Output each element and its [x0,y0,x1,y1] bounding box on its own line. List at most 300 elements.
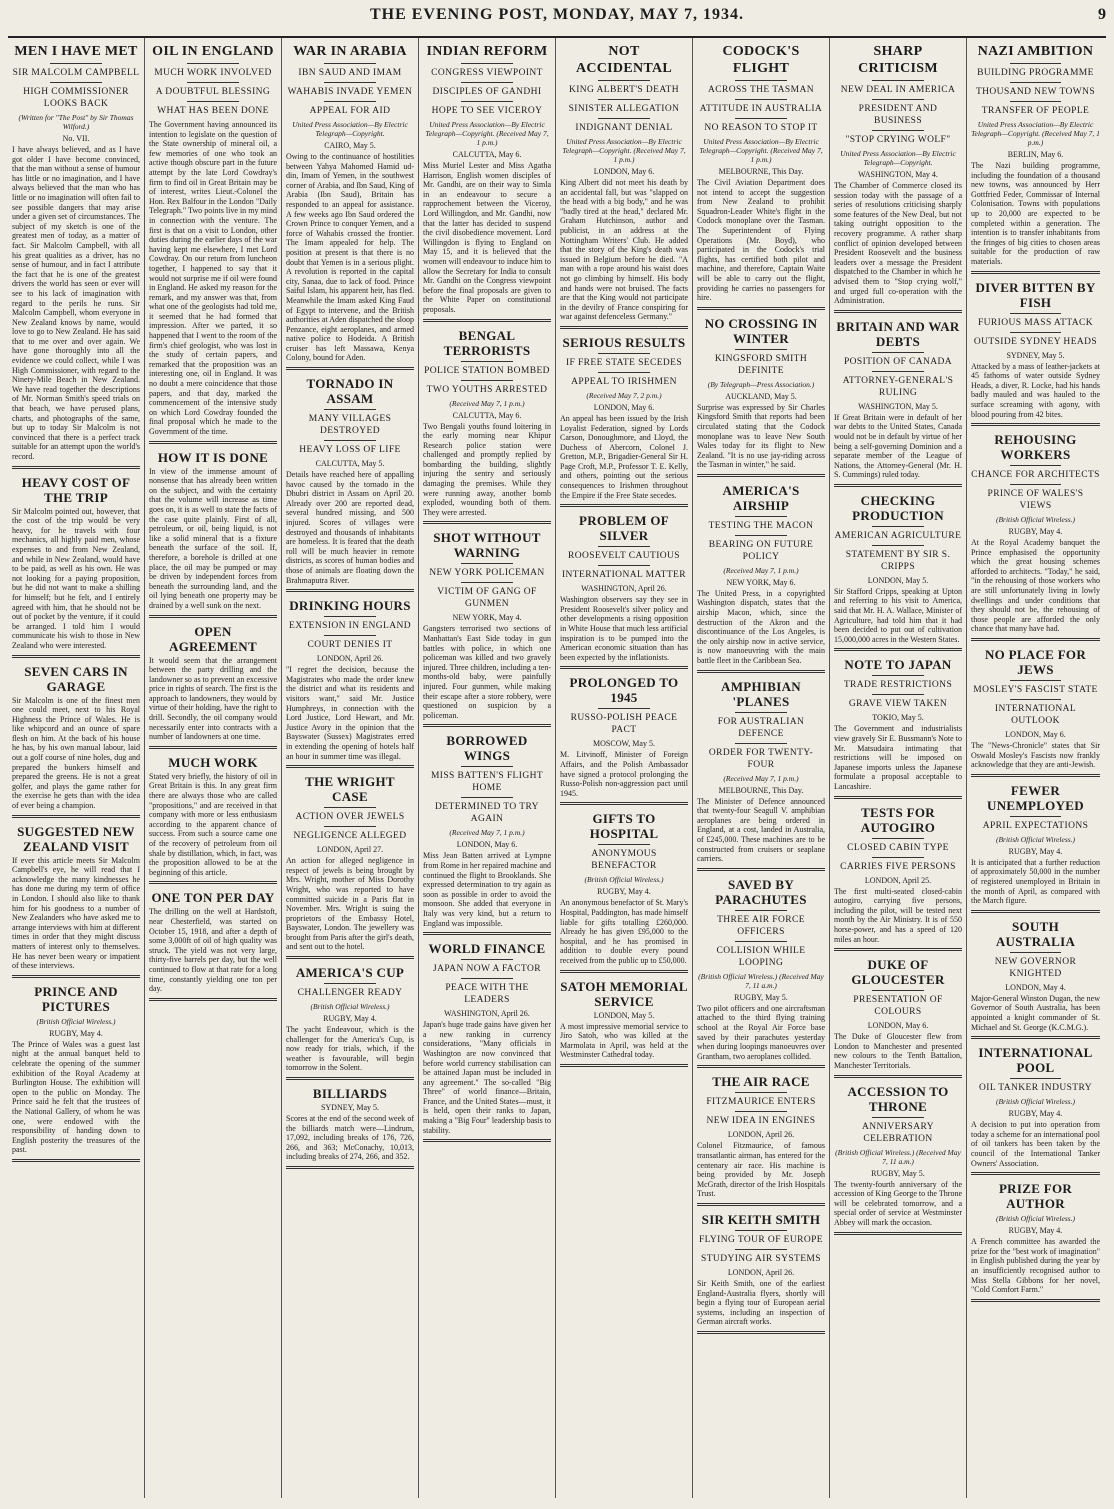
headline-rule [461,797,512,798]
news-columns [8,38,1106,1498]
article-subheadline: TWO YOUTHS ARRESTED [426,384,548,395]
article-dateline: LONDON, April 26. [727,1267,795,1277]
article-subheadline: DISCIPLES OF GANDHI [432,87,542,97]
article-headline: TESTS FOR AUTOGIRO [860,804,936,835]
article-divider [697,1065,825,1068]
headline-rule [872,99,923,100]
headline-rule [872,545,923,546]
article-credit: (British Official Wireless.) [995,1214,1076,1224]
article-dateline: LONDON, May 5. [593,1010,655,1020]
article-subheadline: ROOSEVELT CAUTIOUS [568,551,680,562]
article-credit: (British Official Wireless.) (Received May 7, 11 a.m.) [835,1147,961,1166]
headline-rule [461,766,512,767]
article-headline: NOT ACCIDENTAL [575,44,673,76]
article-divider [971,423,1100,426]
article-body: The drilling on the well at Hardstoft, near Chesterfield, was started on October 15, 1918, and after a depth of some 3,000ft of oil of high quality was struck. The yield was not very large, thirty-five barrels per day, but the well continued to flow at that rate for a long time, constantly yielding one ton per day. [149,907,277,994]
article-body: Gangsters terrorised two sections of Manhattan's East Side today in gun battles with police, in which one policeman was killed and two gravely injured. Three children, including a ten-months-old baby, were painfully injured. Four gunmen, while making their escape after a store robbery, were questioned on suspicion by a policeman. [423,624,551,720]
article-headline: INDIAN REFORM [426,44,548,59]
article-credit: (Received May 7, 1 p.m.) [449,398,525,408]
article-subheadline: FOR AUSTRALIAN DEFENCE [717,716,805,739]
article [834,319,962,487]
article-headline: REHOUSING WORKERS [994,432,1077,463]
headline-rule [872,80,923,81]
article-body: Miss Muriel Lester and Miss Agatha Harrison, English women disciples of Mr. Gandhi, are on their way to Simla in an endeavour to secure a rapprochement between the Viceroy, Lord Willingdon, and Mr. Gandhi, now that the latter has decided to suspend the civil disobedience movement. Lord Willingdon is flying to England on May 15, and it is believed that the women will endeavour to induce him to allow the Secretary for India to consult Mr. Gandhi on the Congress viewpoint before the final proposals are given to the White Paper on constitutional proposals. [423,161,551,314]
article-dateline: CALCUTTA, May 5. [315,459,385,469]
article [971,783,1100,913]
article-body: The Civil Aviation Department does not intend to accept the suggestion from New Zealand to prohibit Squadron-Leader White's flight in the Codock monoplane over the Tasman. The Superintendent of Flying Operations (Mr. Boyd), who participated in the Codock's trial flights, has certified both pilot and machine, and therefore, Captain Waite will be able to carry out the flight, providing he carries no passengers for hire. [697,178,825,303]
article-headline: GIFTS TO HOSPITAL [589,811,659,842]
article-divider [423,932,551,935]
article-divider [560,504,688,507]
article-dateline: RUGBY, May 5. [734,992,788,1002]
article [560,335,688,507]
news-column-6 [693,38,830,1498]
article-dateline: LONDON, April 26. [316,654,384,664]
article-headline: THE WRIGHT CASE [305,774,395,805]
article [286,1086,414,1169]
article-divider [971,1172,1100,1175]
article-body: In view of the immense amount of nonsense that has already been written on the subject, and with the certainty that the volume will increase as time goes on, it is as well to state the facts of the case quite plainly. First of all, petroleum, or oil, being liquid, is not like a solid mineral that is a fixture beneath the surface of the soil. If, therefore, a borehole is drilled at one place, the oil may be pumped or may be driven by independent forces from beneath the surrounding land, and the oil lying beneath one property may be drained by a well sunk on the next. [149,466,277,610]
headline-rule [872,675,923,676]
article-subheadline: AMERICAN AGRICULTURE [834,530,962,541]
article-subheadline: MANY VILLAGES DESTROYED [308,414,392,437]
article-headline: BENGAL TERRORISTS [443,327,531,358]
article [423,43,551,322]
article-body: If Great Britain were in default of her war debts to the United States, Canada would not be in default by virtue of her being a self-governing Dominion and a separate member of the League of Nations, the Attorney-General (Mr. H. S. Cummings) ruled today. [834,412,962,480]
article-headline: SIR KEITH SMITH [701,1211,821,1227]
article-headline: MUCH WORK [168,754,258,770]
article [12,824,140,978]
article-body: The United Press, in a copyrighted Washington dispatch, states that the airship Macon, which, since the destruction of the Akron and the discontinuance of the Los Angeles, is the only airship now in active service, is now manoeuvring with the main battle fleet in the Caribbean Sea. [697,588,825,666]
article-divider [971,271,1100,274]
article-body: King Albert did not meet his death by an accidental fall, but was "slapped on the head with a big body," and he was "badly tired at the head," declared Mr. Graham Hutchinson, author and publicist, in an address at the Nottingham Writers' Club. He added that the story of the King's death was issued in Belgium before he died. "A man with a rope around his waist does not go climbing by himself. His body and hands were not bruised. The facts are that the King would not participate in the devilry of France conspiring for war against defenceless Germany." [560,178,688,322]
article-dateline: RUGBY, May 4. [49,1028,103,1038]
headline-rule [461,582,512,583]
article-subheadline: PRESENTATION OF COLOURS [853,995,943,1018]
article-divider [149,881,277,884]
article-divider [286,765,414,768]
headline-rule [461,380,512,381]
headline-rule [187,82,238,83]
headline-rule [461,82,512,83]
article [423,328,551,525]
article [560,43,688,329]
headline-rule [735,349,786,350]
article-dateline: LONDON, May 4. [1005,982,1066,992]
article [971,1181,1100,1302]
article-headline: AMPHIBIAN 'PLANES [721,678,801,709]
article-subheadline: TESTING THE MACON [708,520,814,531]
article-divider [12,466,140,469]
article [149,890,277,1000]
headline-rule [461,361,512,362]
article-headline: PRINCE AND PICTURES [34,983,118,1014]
article-subheadline: "STOP CRYING WOLF" [845,135,951,145]
masthead-title: THE EVENING POST, MONDAY, MAY 7, 1934. [369,6,745,23]
article-subheadline: ATTORNEY-GENERAL'S RULING [842,375,954,398]
article-subheadline: TRADE RESTRICTIONS [843,680,953,691]
article-headline: SOUTH AUSTRALIA [995,918,1076,949]
article-dateline: LONDON, April 25. [864,875,932,885]
article [149,624,277,749]
article-divider [834,796,962,799]
headline-rule [324,807,375,808]
article-subheadline: PRESIDENT AND BUSINESS [858,104,938,126]
article-subheadline: BUILDING PROGRAMME [977,68,1094,78]
headline-rule [461,63,512,64]
article-subheadline: RUSSO-POLISH PEACE PACT [570,713,678,736]
article [971,432,1100,641]
headline-rule [598,708,649,709]
article-subheadline: ORDER FOR TWENTY-FOUR [708,747,814,770]
headline-rule [735,516,786,517]
article-dateline: NEW YORK, May 6. [726,577,796,587]
article-body: The Chamber of Commerce closed its session today with the passage of a series of resolutions criticising sharply some features of the New Deal, but not taking outright opposition to the recovery programme. A rather sharp conflict of opinion developed between President Roosevelt and the business leaders over a message the President dispatched to the Chamber in which he advised them to "Stop crying wolf," and urged full co-operation with the Administration. [834,181,962,306]
article-subheadline: KINGSFORD SMITH DEFINITE [714,353,808,376]
article [12,43,140,469]
article-body: Sir Malcolm pointed out, however, that the cost of the trip would be very heavy, for he travels with four mechanics, all highly paid men, whose expenses to and from New Zealand, and while in New Zealand, would have to be paid, as well as his own. He was not looking for a paying proposition, but he did not want to make a shilling for himself; but he felt, and I entirely agreed with him, that he should not be out of pocket by the venture, if it could be arranged. I told him I would communicate his wish to those in New Zealand who were interested. [12,506,140,650]
article-divider [560,802,688,805]
article-credit: United Press Association—By Electric Telegraph—Copyright. [840,149,956,167]
article-subheadline: FLYING TOUR OF EUROPE [698,1234,823,1245]
headline-rule [1010,313,1062,314]
article-headline: BRITAIN AND WAR DEBTS [836,318,960,349]
article-subheadline: WHAT HAS BEEN DONE [157,106,269,116]
article-subheadline: APPEAL FOR AID [309,106,391,116]
headline-rule [1010,82,1062,83]
article-subheadline: APPEAL TO IRISHMEN [571,376,677,387]
article-divider [12,975,140,978]
article-subheadline: SIR MALCOLM CAMPBELL [12,68,140,78]
news-column-5 [556,38,693,1498]
article [834,1084,962,1235]
article-body: Sir Stafford Cripps, speaking at Upton and referring to his visit to America, said that Mr. H. A. Wallace, Minister of Agriculture, had told him that it had been decided to put out of cultivation 15,000,000 acres in the Western States. [834,586,962,644]
article-body: The Duke of Gloucester flew from London to Manchester and presented new colours to the Tenth Battalion, Manchester Territorials. [834,1032,962,1070]
article-headline: OPEN AGREEMENT [169,623,257,654]
article-headline: SHARP CRITICISM [858,44,938,76]
article-divider [286,589,414,592]
article-dateline: RUGBY, May 4. [597,887,651,897]
article-subheadline: POSITION OF CANADA [843,356,952,367]
headline-rule [598,99,649,100]
headline-rule [872,990,923,991]
article-subheadline: EXTENSION IN ENGLAND [289,621,411,632]
headline-rule [461,978,512,979]
article-subheadline: CLOSED CABIN TYPE [847,842,949,853]
page-number: 9 [1098,6,1106,23]
article-subheadline: INDIGNANT DENIAL [575,123,673,133]
article-subheadline: STATEMENT BY SIR S. CRIPPS [845,549,951,572]
article-headline: SHOT WITHOUT WARNING [433,530,541,561]
article [560,513,688,669]
article-subheadline: KING ALBERT'S DEATH [568,85,680,95]
article-subheadline: THOUSAND NEW TOWNS [975,87,1096,97]
article-dateline: LONDON, May 6. [1005,730,1066,740]
headline-rule [461,101,512,102]
article-subheadline: HIGH COMMISSIONER LOOKS BACK [23,87,129,109]
article-subheadline: COURT DENIES IT [307,640,393,651]
article-body: Miss Jean Batten arrived at Lympne from Rome in her repaired machine and continued the flight to Brooklands. She expressed determination to try again as soon as possible in order to avoid the monsoon. She added that everyone in Italy was very kind, but a return to England was impossible. [423,851,551,928]
article-credit: (British Official Wireless.) (Received May 7, 11 a.m.) [698,971,824,990]
article [834,805,962,952]
article-body: Owing to the continuance of hostilities between Yahya Mahomed Hamid ud-din, Imam of Yemen, in the southwest corner of Arabia, and Ibn Saud, King of Arabia (Ibn Saud), Britain has responded to an appeal for assistance. A few weeks ago Ibn Saud ordered the Crown Prince to conquer Yemen, and a force of Wahabis crossed the frontier. The Imam appealed for help. The position at present is that there is no doubt that Yemen is in a serious plight. A revolution is reported in the capital city, Sanaa, due to lack of food. Prince Saiful Islam, his apparent heir, has fled. Meanwhile the Imam asked King Faud of Egypt to intervene, and the British authorities at Aden dispatched the sloop Penzance, eight aeroplanes, and armed native police to Hodeida. A British cruiser has left Massawa, Kenya Colony, bound for Aden. [286,152,414,363]
article-credit: (Received May 7, 1 p.m.) [723,773,799,783]
article-divider [697,868,825,871]
article-headline: ACCESSION TO THRONE [847,1083,949,1114]
article-dateline: RUGBY, May 5. [871,1168,925,1178]
headline-rule [872,1117,923,1118]
article [971,43,1100,274]
article [423,530,551,727]
article-body: Two Bengali youths found loitering in the early morning near Khipur Research police station were challenged and promptly replied by bombarding the building, slightly injuring the sentry and seriously damaging the premises. While they were running away, another bomb exploded, wounding both of them. They were arrested. [423,421,551,517]
article-headline: HEAVY COST OF THE TRIP [21,474,131,505]
headline-rule [872,857,923,858]
article-body: The twenty-fourth anniversary of the accession of King George to the Throne will be celebrated tomorrow, and a special order of service at Westminster Abbey will mark the occasion. [834,1179,962,1227]
headline-rule [598,844,649,845]
article-dateline: LONDON, April 27. [316,845,384,855]
headline-rule [50,63,101,64]
article-subheadline: ANONYMOUS BENEFACTOR [591,849,657,872]
article-body: The yacht Endeavour, which is the challenger for the America's Cup, is now ready for trials, which, if the weather is favourable, will begin tomorrow in the Solent. [286,1025,414,1073]
article [834,43,962,313]
article-divider [834,484,962,487]
article-body: Stated very briefly, the history of oil in Great Britain is this. In any great firm there are always those who are called "propositions," and are received in that company with more or less enthusiasm according to the apparent chance of success. From such a source came one of the recovery of petroleum from oil shale by distillation, which, in fact, was the proposition allowed to be at the beginning of this article. [149,771,277,877]
article-subheadline: SINISTER ALLEGATION [568,104,680,114]
article [149,450,277,618]
article-body: Major-General Winston Dugan, the new Governor of South Australia, has been appointed a knight commander of St. Michael and St. George (K.C.M.G.). [971,993,1100,1032]
article-subheadline: ANNIVERSARY CELEBRATION [862,1121,934,1144]
article-subheadline: PRINCE OF WALES'S VIEWS [987,489,1084,512]
article-body: An appeal has been issued by the Irish Loyalist Federation, signed by Lords Carson, Donoughmore, and Lloyd, the Duchess of Abercorn, Colonel J. Gretton, M.P., Brigadier-General Sir H. Page Croft, M.P., Professor T. E. Kelly, and others, pointing out the serious consequences to Irishmen throughout the Empire if the Free State secedes. [560,413,688,500]
article-subheadline: INTERNATIONAL MATTER [561,570,686,581]
article-body: A most impressive memorial service to Jiro Satoh, who was killed at the Marmolata in April, was held at the Westminster Cathedral today. [560,1021,688,1060]
article-subheadline: OUTSIDE SYDNEY HEADS [973,336,1098,347]
article-headline: THE AIR RACE [712,1074,810,1090]
headline-rule [735,1249,786,1250]
article-body: Scores at the end of the second week of the billiards match were—Lindrum, 17,092, including breaks of 176, 726, 266, and 363; McConachy, 10,013, including breaks of 274, 266, and 352. [286,1114,414,1162]
article-dateline: LONDON, April 26. [727,1130,795,1140]
article-body: The Government having announced its intention to legislate on the question of the State ownership of mineral oil, a few memories of one who took an active though obscure part in the future attempt by the late Lord Cowdray's firm to find oil in Great Britain may be of interest, writes Lieut.-Colonel the Hon. Rex Balfour in the London "Daily Telegraph." Two points live in my mind in connection with the venture. The first is that on a visit to London, other duties during the earlier days of the war having kept me elsewhere, I met Lord Cowdray. On our return from luncheon together, I happened to say that it would not surprise me if oil were found in England. He asked my reason for the remark, and my answer was that, from what one of the geologists had told me, it seemed that he had formed that impression. After we parted, it so happened that I went to the room of the firm's chief geologist, who was lost in the study of certain papers, and remarked that the proposition was an interesting one, oil in England. It was no doubt a mere coincidence that those papers, and that day, marked the commencement of the intensive study on which Lord Cowdray founded the final proposal which he made to the Government of the time. [149,120,277,436]
headline-rule [735,80,786,81]
headline-rule [324,101,375,102]
article-subheadline: HEAVY LOSS OF LIFE [299,445,401,456]
article-subheadline: NO REASON TO STOP IT [704,123,818,133]
article-credit: (British Official Wireless.) [584,875,664,885]
article-headline: SAVED BY PARACHUTES [715,876,807,907]
news-column-8 [967,38,1104,1498]
headline-rule [872,371,923,372]
headline-rule [1010,952,1062,953]
headline-rule [461,959,512,960]
article-dateline: MELBOURNE, This Day. [718,785,804,795]
article-credit: (British Official Wireless.) [995,1097,1076,1107]
article-dateline: NEW YORK, May 4. [452,613,522,623]
masthead [8,6,1106,38]
article-dateline: BERLIN, May 6. [1007,150,1064,159]
article-subheadline: FURIOUS MASS ATTACK [977,317,1094,328]
article-dateline: LONDON, May 6. [593,402,655,412]
article-subheadline: OIL TANKER INDUSTRY [979,1083,1092,1094]
article-body: "I regret the decision, because the Magistrates who made the order knew the district and what its residents and visitors want," said Mr. Justice Humphreys, in connection with the Lord Justice, Lord Hewart, and Mr. Justice Avory in the opinion that the Bayswater (Sussex) Magistrates erred in extending the opening of hotels half an hour in summer time was illegal. [286,665,414,761]
article-divider [697,670,825,673]
article-dateline: LONDON, May 6. [456,840,518,850]
article-divider [149,998,277,1001]
article-credit: United Press Association—By Electric Telegraph—Copyright. (Received May 7, 1 p.m.) [971,120,1100,147]
article-divider [560,666,688,669]
article-headline: NOTE TO JAPAN [844,657,952,673]
article-credit: United Press Association—By Electric Telegraph—Copyright. (Received May 7, 1 p.m.) [562,137,686,164]
article-divider [834,648,962,651]
article-divider [971,638,1100,641]
article-dateline: RUGBY, May 4. [1008,1109,1063,1119]
article-subheadline: NEW IDEA IN ENGINES [706,1116,816,1127]
article-credit: United Press Association—By Electric Telegraph—Copyright. [292,120,408,138]
article-dateline: CALCUTTA, May 6. [452,150,522,159]
article-body: Washington observers say they see in President Roosevelt's silver policy and other developments a rising opposition in White House that much less artificial inspiration is to be pumped into the American economic situation than has been expected by the inflationists. [560,595,688,662]
article-divider [697,1203,825,1206]
article-divider [149,746,277,749]
article-subheadline: VICTIM OF GANG OF GUNMEN [437,587,537,610]
headline-rule [598,80,649,81]
article-divider [834,1075,962,1078]
article-body: Japan's huge trade gains have given her a new ranking in currency considerations, "Many officials in Washington are now convinced that before world currency stabilisation can be attained Japan must be included in any agreement." The so-called "Big Three" of world finance—Britain, France, and the United States—must, it is held, open their ranks to Japan, making a "Big Four" leadership basis to stability. [423,1020,551,1135]
article-headline: WAR IN ARABIA [293,44,407,59]
article-headline: WORLD FINANCE [428,941,546,957]
article-headline: OIL IN ENGLAND [152,44,274,59]
article-credit: (British Official Wireless.) [310,1002,390,1012]
article-subheadline: HOPE TO SEE VICEROY [431,106,543,116]
headline-rule [735,1230,786,1231]
headline-rule [872,352,923,353]
article-divider [834,948,962,951]
article-subheadline: IBN SAUD AND IMAM [298,68,402,78]
article-headline: PROBLEM OF SILVER [578,513,670,544]
article-divider [560,1064,688,1067]
headline-rule [735,118,786,119]
headline-rule [1010,484,1062,485]
article-body: The Government and industrialists view gravely Sir E. Bussmann's Note to Mr. Matsudaira intimating that restrictions will be imposed on Japanese imports unless the Japanese formulate a proposal acceptable to Lancashire. [834,724,962,791]
article-body: An anonymous benefactor of St. Mary's Hospital, Paddington, has made himself liable for gifts totalling £260,000. Already he has given £95,000 to the hospital, and he has promised in addition to double every pound received from the public up to £50,000. [560,898,688,965]
article-dateline: LONDON, May 6. [593,167,655,176]
article-subheadline: STUDYING AIR SYSTEMS [701,1253,821,1264]
article-dateline: MELBOURNE, This Day. [718,167,804,176]
article-subheadline: WAHABIS INVADE YEMEN [287,87,413,97]
article-subheadline: NEW DEAL IN AMERICA [840,85,956,95]
article-subheadline: A DOUBTFUL BLESSING [155,87,271,97]
article-dateline: WASHINGTON, May 5. [858,401,938,411]
article-body: Sir Malcolm is one of the finest men one could meet, next to his Royal Highness the Prince of Wales. He is like whipcord and an ounce of spare flesh on him. At the back of his house he has, by his own manual labour, laid out a golf course of nine holes, dug and prepared the bunkers himself and prepared the greens. He is not a great golfer, and plays the game rather for the exercise he gets than with the idea of ever being a champion. [12,695,140,811]
article [834,957,962,1077]
article-credit: (British Official Wireless.) [36,1016,116,1026]
article-body: An action for alleged negligence in respect of jewels is being brought by Mrs. Wright, mother of Miss Dorothy Wright, who was reported to have committed suicide in a Paris flat in November. Mrs. Wright is suing the proprietors of the Embassy Hotel, Bayswater, London. The jewellery was brought from Paris after the girl's death, and sent out to the hotel. [286,856,414,952]
article-body: Surprise was expressed by Sir Charles Kingsford Smith that reports had been circulated stating that the Codock monoplane was to leave New South Wales today for its flight to New Zealand. "It is no use jay-riding across the Tasman in winter," he said. [697,402,825,470]
article [560,979,688,1067]
article-body: A decision to put into operation from today a scheme for an international pool of oil tankers has been taken by the council of the International Tanker Owners' Association. [971,1120,1100,1168]
article-headline: CODOCK'S FLIGHT [722,44,800,76]
article-subheadline: THREE AIR FORCE OFFICERS [717,914,805,937]
article [286,774,414,959]
article-headline: MEN I HAVE MET [14,44,138,59]
article-subheadline: COLLISION WHILE LOOPING [716,945,806,968]
article-divider [971,774,1100,777]
headline-rule [735,743,786,744]
article-headline: PROLONGED TO 1945 [569,675,679,706]
headline-rule [187,101,238,102]
article-headline: SUGGESTED NEW ZEALAND VISIT [17,823,135,854]
article-body: It would seem that the arrangement between the party drilling and the landowner so as to prevent an excessive price in rights of search. The first is the approach to landowners, they would by virtue of their holding, have the right to drill. Secondly, the oil company would necessarily enter into contracts with a number of landowners at one time. [149,655,277,742]
article-divider [423,1139,551,1142]
article-headline: NAZI AMBITION [977,44,1094,59]
article [560,811,688,972]
article-divider [286,956,414,959]
headline-rule [324,983,375,984]
article-subheadline: ACROSS THE TASMAN [708,85,814,95]
article-credit: (Written for "The Post" by Sir Thomas Wilford.) [18,113,134,131]
article-subheadline: NEGLIGENCE ALLEGED [293,831,407,842]
article-headline: SATOH MEMORIAL SERVICE [560,978,688,1009]
headline-rule [598,546,649,547]
article-subheadline: PEACE WITH THE LEADERS [445,983,529,1006]
article-body: The Minister of Defence announced that twenty-four Seagull V. amphibian aeroplanes are being ordered in England, at a cost, landed in Australia, of £245,000. These machines are to be constructed from cruisers or seaplane carriers. [697,796,825,864]
headline-rule [324,63,375,64]
article-subheadline: CONGRESS VIEWPOINT [431,68,543,78]
article-headline: SERIOUS RESULTS [562,334,686,350]
headline-rule [598,353,649,354]
article-body: Sir Keith Smith, one of the earliest England-Australia flyers, shortly will begin a flying tour of European aerial systems, including an inspection of German aircraft works. [697,1278,825,1327]
headline-rule [324,409,375,410]
article-subheadline: MISS BATTEN'S FLIGHT HOME [430,771,544,794]
article-subheadline: INTERNATIONAL OUTLOOK [994,704,1077,727]
article-dateline: CAIRO, May 5. [324,141,376,150]
article-divider [834,310,962,313]
headline-rule [187,63,238,64]
article-headline: HOW IT IS DONE [157,449,269,465]
article-subheadline: NEW GOVERNOR KNIGHTED [994,956,1077,979]
headline-rule [324,826,375,827]
article-headline: FEWER UNEMPLOYED [987,782,1084,813]
article [697,483,825,673]
article-divider [149,615,277,618]
article-dateline: MOSCOW, May 5. [593,739,655,749]
article-dateline: SYDNEY, May 5. [320,1103,380,1113]
headline-rule [735,99,786,100]
article-subheadline: FITZMAURICE ENTERS [706,1097,816,1108]
headline-rule [50,82,101,83]
article-credit: (Received May 7, 2 p.m.) [586,390,662,400]
article-divider [697,307,825,310]
article-credit: (By Telegraph—Press Association.) [707,379,815,389]
article-body: If ever this article meets Sir Malcolm Campbell's eye, he will read that I acknowledge the many kindnesses he has done me during my term of office in London. I should also like to thank him for his goodness to a number of New Zealanders who have asked me to arrange interviews with him at different times in order that they might discuss matters of interest only to themselves. He has never been weary or impatient of these interviews. [12,855,140,971]
article-headline: AMERICA'S AIRSHIP [722,482,800,513]
article-divider [423,319,551,322]
article-headline: CHECKING PRODUCTION [852,492,944,523]
article-body: Attacked by a mass of leather-jackets at 45 fathoms of water outside Sydney Heads, a diver, R. Locke, had his hands badly mauled and was hauled to the surface screaming with agony, with blood pouring from 42 bites. [971,361,1100,419]
article [697,1212,825,1334]
article-divider [12,815,140,818]
article-headline: TORNADO IN ASSAM [306,376,394,407]
article-headline: DIVER BITTEN BY FISH [975,279,1096,310]
headline-rule [1010,332,1062,333]
article-divider [423,521,551,524]
article-dateline: SYDNEY, May 5. [1006,350,1065,360]
article-subheadline: TRANSFER OF PEOPLE [981,106,1090,116]
article-body: The Prince of Wales was a guest last night at the annual banquet held to celebrate the opening of the summer exhibition of the Royal Academy at Burlington House. The exhibition will open to the public on Monday. The Prince said he felt that the trustees of the National Gallery, of whom he was one, were endowed with the responsibility of handing down to English posterity the treasures of the past. [12,1039,140,1155]
article [423,941,551,1142]
article-dateline: RUGBY, May 4. [323,1014,377,1024]
headline-rule [1010,101,1062,102]
article-headline: DRINKING HOURS [289,598,411,614]
article-dateline: WASHINGTON, April 26. [444,1009,530,1019]
